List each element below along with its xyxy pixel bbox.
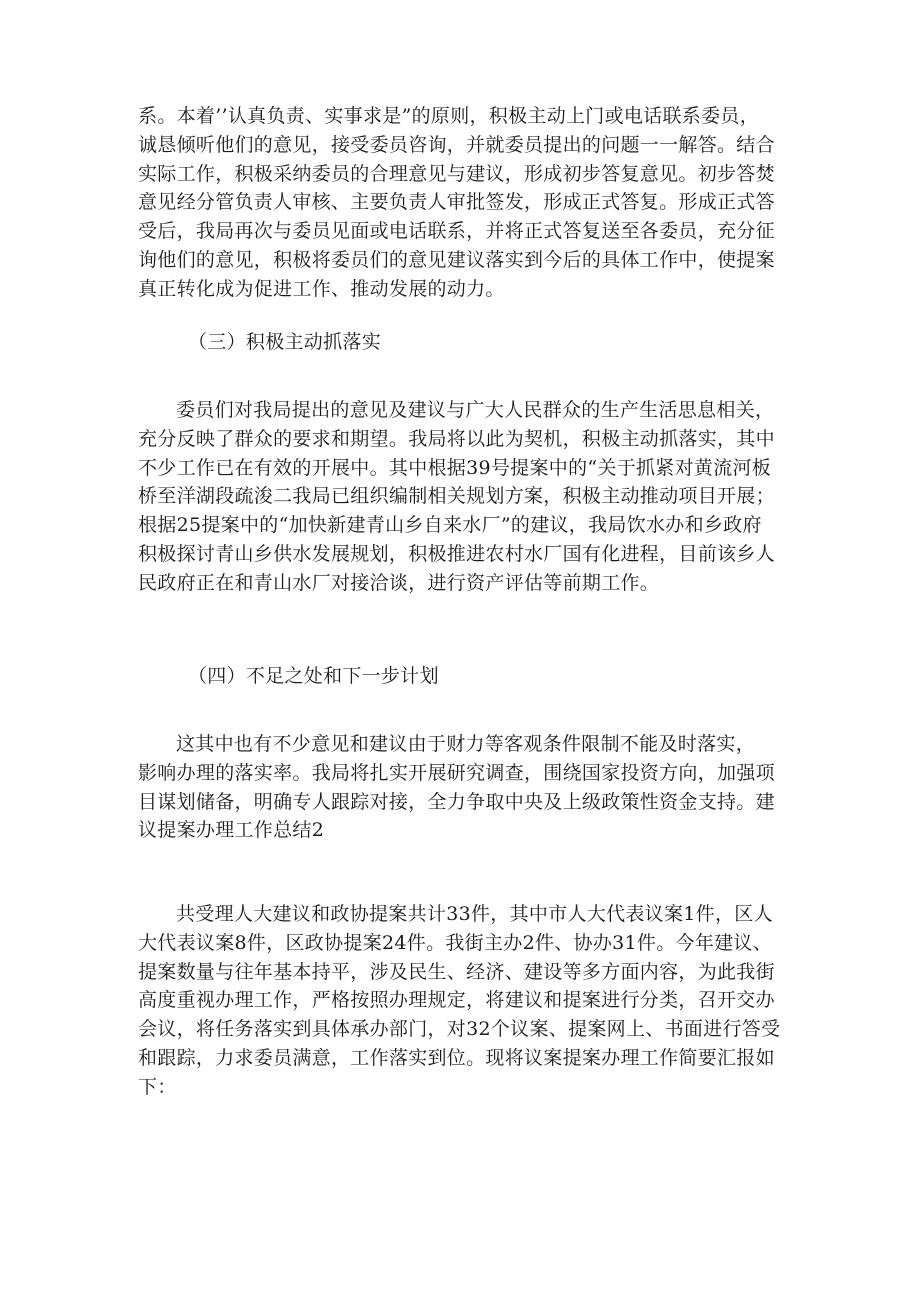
paragraph-implementation xyxy=(138,396,792,598)
text-line: 实际工作，积极采纳委员的合理意见与建议，形成初步答复意见。初步答焚 xyxy=(138,162,775,185)
text-line: 不少工作已在有效的开展中。其中根据39号提案中的“关于抓紧对黄流河板 xyxy=(138,456,772,479)
paragraph-reply-process xyxy=(138,102,792,304)
paragraph-summary-2 xyxy=(138,900,792,1102)
text-line: 这其中也有不少意见和建议由于财力等客观条件限制不能及时落实， xyxy=(176,733,756,755)
text-line: 根据25提案中的“加快新建青山乡自来水厂”的建议，我局饮水办和乡政府 xyxy=(138,514,762,537)
paragraph-shortcomings xyxy=(138,730,792,845)
text-line: 影响办理的落实率。我局将扎实开展研究调查，围绕国家投资方向，加强项 xyxy=(138,761,775,784)
text-line: 下： xyxy=(138,1075,177,1098)
text-line: 委员们对我局提出的意见及建议与广大人民群众的生产生活思息相关， xyxy=(176,399,775,421)
text-line: 真正转化成为促进工作、推动发展的动力。 xyxy=(138,277,505,300)
text-line: 大代表议案8件，区政协提案24件。我街主办2件、协办31件。今年建议、 xyxy=(138,931,773,954)
text-line: 积极探讨青山乡供水发展规划，积极推进农村水厂国有化进程，目前该乡人 xyxy=(138,542,775,565)
text-line: 和跟踪，力求委员满意，工作落实到位。现将议案提案办理工作简要汇报如 xyxy=(138,1046,775,1069)
text-line: 提案数量与往年基本持平，涉及民生、经济、建设等多方面内容，为此我街 xyxy=(138,960,775,983)
text-line: 受后，我局再次与委员见面或电话联系，并将正式答复送至各委员，充分征 xyxy=(138,220,775,243)
text-line: 意见经分管负责人审核、主要负责人审批签发，形成正式答复。形成正式答 xyxy=(138,191,775,214)
text-line: 充分反映了群众的要求和期望。我局将以此为契机，积极主动抓落实，其中 xyxy=(138,427,775,450)
text-line: 高度重视办理工作，严格按照办理规定，将建议和提案进行分类，召开交办 xyxy=(138,989,775,1012)
text-line: 诚恳倾听他们的意见，接受委员咨询，并就委员提出的问题一一解答。结合 xyxy=(138,133,775,156)
text-line: 共受理人大建议和政协提案共计33件，其中市人大代表议案1件，区人 xyxy=(176,903,773,925)
text-line: 议提案办理工作总结2 xyxy=(138,819,325,842)
text-line: 询他们的意见，积极将委员们的意见建议落实到今后的具体工作中，使提案 xyxy=(138,248,775,271)
section-heading-4: （四）不足之处和下一步计划 xyxy=(188,665,439,687)
text-line: 目谋划储备，明确专人跟踪对接，全力争取中央及上级政策性资金支持。建 xyxy=(138,790,775,813)
section-heading-3: （三）积极主动抓落实 xyxy=(188,331,382,353)
text-line: 民政府正在和青山水厂对接洽谈，进行资产评估等前期工作。 xyxy=(138,571,660,594)
text-line: 会议，将任务落实到具体承办部门，对32个议案、提案网上、书面进行答受 xyxy=(138,1018,781,1041)
text-line: 桥至洋湖段疏浚二我局已组织编制相关规划方案，积极主动推动项目开展； xyxy=(138,485,775,508)
text-line: 系。本着’’认真负责、实事求是”的原则，积极主动上门或电话联系委员， xyxy=(138,105,759,127)
